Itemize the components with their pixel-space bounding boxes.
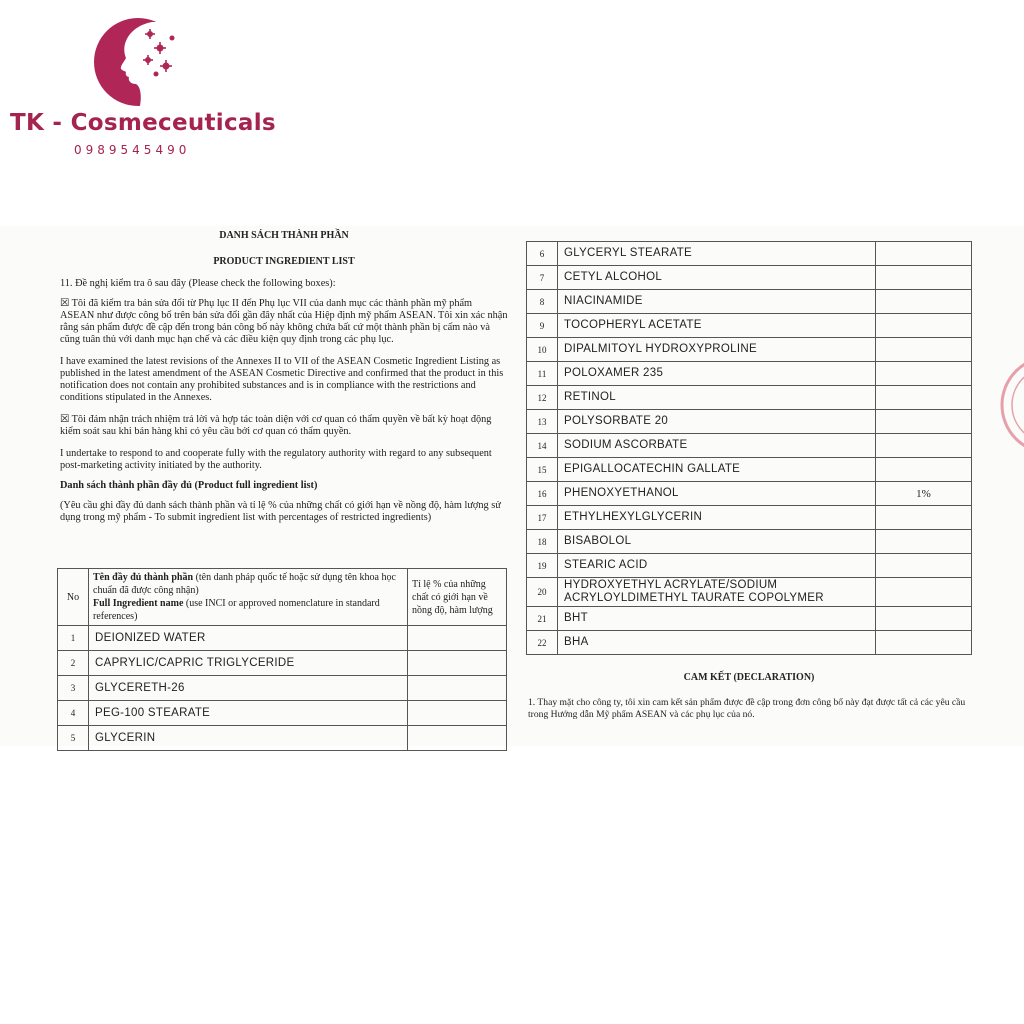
row-no: 4 — [58, 701, 89, 726]
row-percent — [876, 434, 972, 458]
row-no: 18 — [527, 530, 558, 554]
row-no: 5 — [58, 726, 89, 751]
row-percent — [408, 726, 507, 751]
checkbox-statement-1-vi: ☒ Tôi đã kiểm tra bản sửa đổi từ Phụ lục II đến Phụ lục VII của danh mục các thành phần mỹ phẩm ASEAN như được công bố trên bản sửa đổi gần đây nhất của Hiệp định mỹ phẩm ASEAN. Tôi xin xác nhận rằng sản phẩm được đề cập đến trong bản công bố này không chứa bất cứ một thành phần bị cấm nào và cũng tuân thủ với danh mục hạn chế và các điều kiện quy định trong các phụ lục. — [60, 298, 508, 345]
row-no: 16 — [527, 482, 558, 506]
row-ingredient: EPIGALLOCATECHIN GALLATE — [558, 458, 876, 482]
row-percent — [876, 386, 972, 410]
table-row — [527, 458, 972, 482]
row-ingredient: BISABOLOL — [558, 530, 876, 554]
row-percent — [876, 290, 972, 314]
row-no: 19 — [527, 554, 558, 578]
header-name-vi-rest: (tên danh pháp quốc tế hoặc sử dụng tên khoa học chuẩn đã được công nhận) — [93, 572, 396, 596]
table-row — [58, 676, 507, 701]
table-row — [527, 607, 972, 631]
row-no: 8 — [527, 290, 558, 314]
table-row — [58, 651, 507, 676]
official-stamp-icon — [1000, 350, 1024, 470]
table-row — [527, 530, 972, 554]
row-no: 6 — [527, 242, 558, 266]
row-percent — [876, 578, 972, 607]
row-percent — [408, 701, 507, 726]
row-percent — [876, 338, 972, 362]
full-list-heading: Danh sách thành phần đầy đủ (Product full ingredient list) — [60, 480, 318, 491]
header-percent: Tỉ lệ % của những chất có giới hạn về nồng độ, hàm lượng — [408, 569, 507, 626]
row-ingredient: CETYL ALCOHOL — [558, 266, 876, 290]
row-percent — [408, 651, 507, 676]
row-ingredient: DIPALMITOYL HYDROXYPROLINE — [558, 338, 876, 362]
row-percent — [876, 410, 972, 434]
table-row — [527, 434, 972, 458]
table-row — [527, 631, 972, 655]
table-row — [527, 362, 972, 386]
row-percent — [876, 458, 972, 482]
checkbox-statement-1-en: I have examined the latest revisions of the Annexes II to VII of the ASEAN Cosmetic Ingredient Listing as published in the latest amendment of the ASEAN Cosmetic Directive and confirmed that the product in this notification does not contain any prohibited substances and is in compliance with the restrictions and conditions stipulated in the Annexes. — [60, 356, 504, 403]
checkbox-statement-2-en: I undertake to respond to and cooperate fully with the regulatory authority with regard to any subsequent post-marketing activity initiated by the authority. — [60, 448, 492, 471]
row-ingredient: SODIUM ASCORBATE — [558, 434, 876, 458]
table-row — [58, 626, 507, 651]
row-ingredient: NIACINAMIDE — [558, 290, 876, 314]
table-row — [58, 726, 507, 751]
row-percent — [876, 266, 972, 290]
row-no: 7 — [527, 266, 558, 290]
row-no: 17 — [527, 506, 558, 530]
header-no: No — [58, 569, 89, 626]
row-percent — [408, 626, 507, 651]
row-ingredient: ETHYLHEXYLGLYCERIN — [558, 506, 876, 530]
row-ingredient: RETINOL — [558, 386, 876, 410]
table-row — [527, 242, 972, 266]
ingredient-table-left — [57, 568, 507, 751]
check-instruction: 11. Đề nghị kiểm tra ô sau đây (Please check the following boxes): — [60, 278, 336, 289]
row-ingredient: GLYCERIN — [89, 726, 408, 751]
row-percent — [876, 506, 972, 530]
declaration-text: 1. Thay mặt cho công ty, tôi xin cam kết sản phẩm được đề cập trong đơn công bố này đạt được tất cả các yêu cầu trong Hướng dẫn Mỹ phẩm ASEAN và các phụ lục của nó. — [528, 697, 966, 720]
row-percent — [408, 676, 507, 701]
header-name-vi-bold: Tên đầy đủ thành phần — [93, 572, 194, 583]
row-no: 12 — [527, 386, 558, 410]
row-no: 1 — [58, 626, 89, 651]
table-row — [527, 314, 972, 338]
header-name-en-rest: (use INCI or approved nomenclature in standard references) — [93, 598, 380, 622]
row-no: 20 — [527, 578, 558, 607]
table-row — [527, 290, 972, 314]
row-no: 14 — [527, 434, 558, 458]
doc-title-en: PRODUCT INGREDIENT LIST — [213, 256, 355, 267]
declaration-title: CAM KẾT (DECLARATION) — [683, 672, 815, 683]
row-ingredient: PEG-100 STEARATE — [89, 701, 408, 726]
row-ingredient: POLYSORBATE 20 — [558, 410, 876, 434]
row-ingredient: POLOXAMER 235 — [558, 362, 876, 386]
row-no: 10 — [527, 338, 558, 362]
header-name-en-bold: Full Ingredient name — [93, 598, 184, 609]
brand-name: TK - Cosmeceuticals — [10, 110, 276, 136]
checkbox-statement-2-vi: ☒ Tôi đảm nhận trách nhiệm trả lời và hợp tác toàn diện với cơ quan có thẩm quyền về bất kỳ hoạt động kiểm soát sau khi bán hàng khi có yêu cầu bởi cơ quan có thẩm quyền. — [60, 414, 492, 437]
brand-logo-icon — [90, 14, 186, 110]
row-ingredient: GLYCERETH-26 — [89, 676, 408, 701]
row-ingredient: DEIONIZED WATER — [89, 626, 408, 651]
table-row — [527, 410, 972, 434]
row-percent — [876, 314, 972, 338]
row-ingredient: HYDROXYETHYL ACRYLATE/SODIUM ACRYLOYLDIMETHYL TAURATE COPOLYMER — [558, 578, 876, 607]
row-percent — [876, 530, 972, 554]
row-no: 22 — [527, 631, 558, 655]
row-ingredient: BHA — [558, 631, 876, 655]
table-row — [527, 506, 972, 530]
row-percent: 1% — [876, 482, 972, 506]
row-percent — [876, 607, 972, 631]
row-ingredient: STEARIC ACID — [558, 554, 876, 578]
row-no: 2 — [58, 651, 89, 676]
row-percent — [876, 242, 972, 266]
row-ingredient: CAPRYLIC/CAPRIC TRIGLYCERIDE — [89, 651, 408, 676]
table-row — [527, 338, 972, 362]
row-percent — [876, 554, 972, 578]
row-ingredient: GLYCERYL STEARATE — [558, 242, 876, 266]
ingredient-declaration-text — [60, 230, 508, 524]
table-row — [527, 554, 972, 578]
row-no: 21 — [527, 607, 558, 631]
row-no: 3 — [58, 676, 89, 701]
row-ingredient: PHENOXYETHANOL — [558, 482, 876, 506]
row-percent — [876, 362, 972, 386]
row-ingredient: TOCOPHERYL ACETATE — [558, 314, 876, 338]
ingredient-table-right — [526, 241, 972, 655]
row-no: 11 — [527, 362, 558, 386]
row-no: 13 — [527, 410, 558, 434]
table-row — [527, 578, 972, 607]
brand-phone: 0989545490 — [74, 143, 191, 157]
row-ingredient: BHT — [558, 607, 876, 631]
row-percent — [876, 631, 972, 655]
header-ingredient-name — [89, 569, 408, 626]
doc-title-vi: DANH SÁCH THÀNH PHẦN — [219, 230, 349, 241]
table-row — [58, 701, 507, 726]
table-row — [527, 266, 972, 290]
row-no: 15 — [527, 458, 558, 482]
row-no: 9 — [527, 314, 558, 338]
table-row — [527, 482, 972, 506]
table-row — [527, 386, 972, 410]
full-list-note: (Yêu cầu ghi đầy đủ danh sách thành phần và tỉ lệ % của những chất có giới hạn về nồng độ, hàm lượng sử dụng trong mỹ phẩm - To submit ingredient list with percentages of restricted ingredients) — [60, 500, 501, 523]
